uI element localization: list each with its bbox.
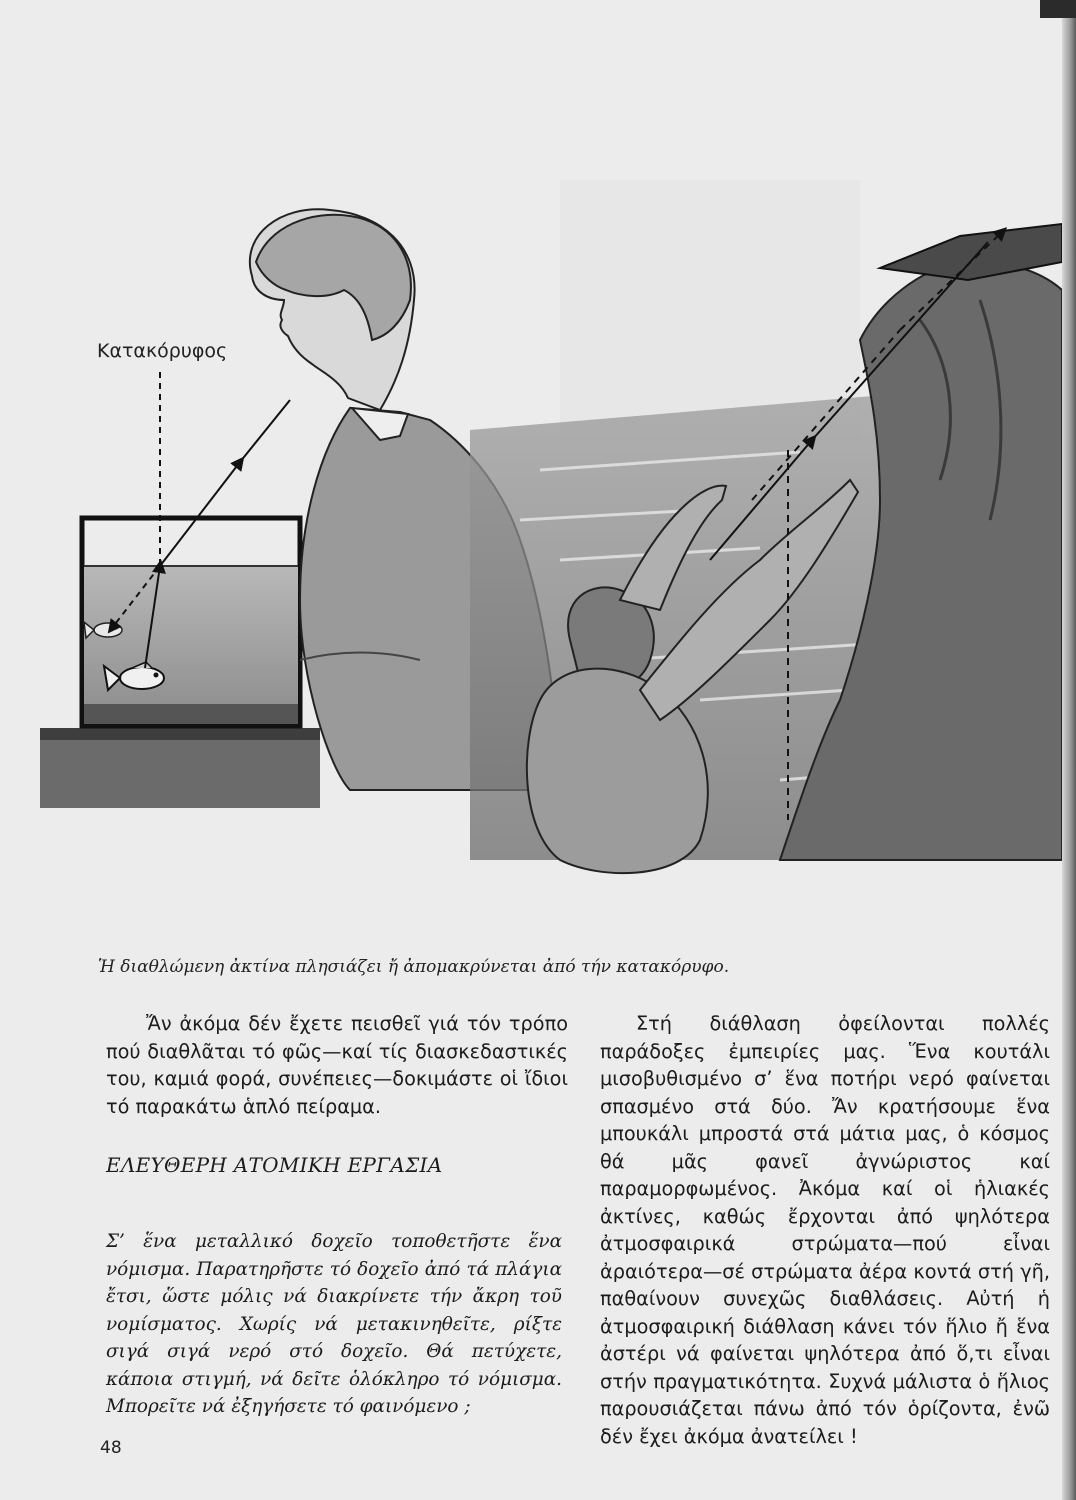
page-edge-shadow: [1062, 0, 1076, 1500]
refraction-illustration: [40, 180, 1062, 970]
right-column-text: Στή διάθλαση ὀφείλονται πολλές παράδοξες ἐμπειρίες μας. Ἕνα κουτάλι μισοβυθισμένο σ’ ἕνα ποτήρι νερό φαίνεται σπασμένο στά δύο. Ἄν κρατήσουμε ἕνα μπουκάλι μπροστά στά μάτια μας, ὁ κόσμος θά μᾶς φανεῖ ἀγνώριστος καί παραμορφωμένος. Ἀκόμα καί οἱ ἡλιακές ἀκτίνες, καθώς ἔρχονται ἀπό ψηλότερα ἀτμοσφαιρικά στρώματα—πού εἶναι ἀραιότερα—σέ στρώματα ἀέρα κοντά στή γῆ, παθαίνουν συνεχῶς διαθλάσεις. Αὐτή ἡ ἀτμοσφαιρική διάθλαση κάνει τόν ἥλιο ἤ ἕνα ἀστέρι νά φαίνεται ψηλότερα ἀπό ὅ,τι εἶναι στήν πραγματικότητα. Συχνά μάλιστα ὁ ἥλιος παρουσιάζεται πάνω ἀπό τόν ὁρίζοντα, ἐνῶ δέν ἔχει ἀκόμα ἀνατείλει !: [600, 1012, 1050, 1448]
aquarium: [82, 518, 300, 726]
binding-corner: [1040, 0, 1076, 18]
right-column-paragraph: [600, 1010, 1050, 1450]
section-heading: ΕΛΕΥΘΕΡΗ ΑΤΟΜΙΚΗ ΕΡΓΑΣΙΑ: [106, 1153, 443, 1177]
page-number: 48: [100, 1438, 122, 1458]
figure-caption: Ἡ διαθλώμενη ἀκτίνα πλησιάζει ἤ ἀπομακρύνεται ἀπό τήν κατακόρυφο.: [98, 957, 730, 977]
intro-text: Ἄν ἀκόμα δέν ἔχετε πεισθεῖ γιά τόν τρόπο πού διαθλᾶται τό φῶς—καί τίς διασκεδαστικές του, καμιά φορά, συνέπειες—δοκιμάστε οἱ ἴδιοι τό παρακάτω ἁπλό πείραμα.: [106, 1012, 568, 1118]
vertical-label: Κατακόρυφος: [97, 340, 228, 362]
exercise-paragraph: [106, 1210, 562, 1439]
exercise-text: Σ’ ἕνα μεταλλικό δοχεῖο τοποθετῆστε ἕνα νόμισμα. Παρατηρῆστε τό δοχεῖο ἀπό τά πλάγια ἔτσι, ὥστε μόλις νά διακρίνετε τήν ἄκρη τοῦ νομίσματος. Χωρίς νά μετακινηθεῖτε, ρίξτε σιγά σιγά νερό στό δοχεῖο. Θά πετύχετε, κάποια στιγμή, νά δεῖτε ὁλόκληρο τό νόμισμα. Μπορεῖτε νά ἐξηγήσετε τό φαινόμενο ;: [106, 1231, 562, 1418]
intro-paragraph: [106, 1010, 568, 1120]
